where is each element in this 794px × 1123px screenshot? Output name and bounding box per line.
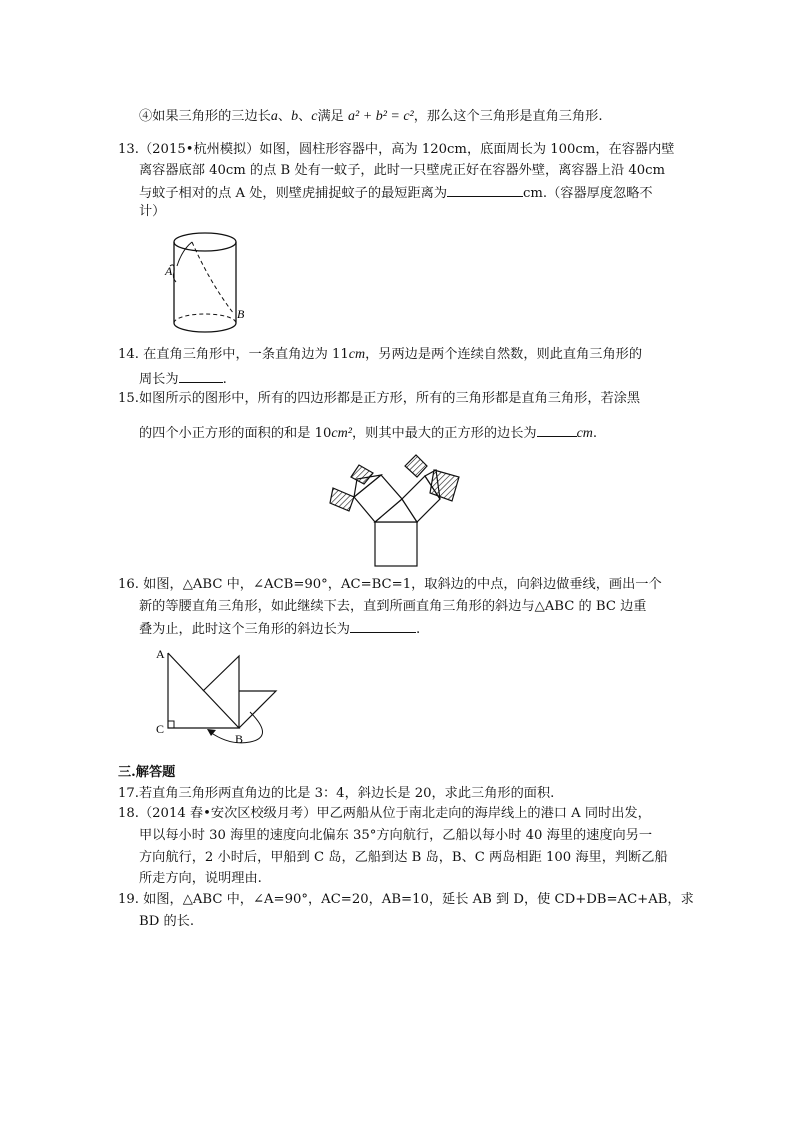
q19-line1: 19. 如图，△ABC 中，∠A=90°，AC=20，AB=10，延长 AB 到 D，使 CD+DB=AC+AB，求	[118, 892, 694, 907]
q19-line2: BD 的长.	[139, 914, 195, 929]
q14-line1: 14. 在直角三角形中，一条直角边为 11cm，另两边是两个连续自然数，则此直角三角形的	[118, 347, 643, 362]
vertex-a-label: A	[156, 647, 165, 661]
q15-line1: 15.如图所示的图形中，所有的四边形都是正方形，所有的三角形都是直角三角形，若涂黑	[118, 391, 641, 406]
vertex-c-label: C	[156, 722, 165, 736]
point-b-label: B	[237, 307, 245, 321]
answer-blank-q15	[537, 424, 577, 437]
point-a-label: A	[165, 264, 173, 278]
q13-line1: 13.（2015•杭州模拟）如图，圆柱形容器中，高为 120cm，底面周长为 100cm，在容器内壁	[118, 142, 675, 157]
pythagoras-tree-figure	[328, 455, 468, 570]
shaded-square-3	[405, 455, 427, 477]
q15-line2: 的四个小正方形的面积的和是 10cm²，则其中最大的正方形的边长为 cm.	[139, 426, 598, 441]
answer-blank-q13	[447, 184, 523, 197]
q18-line1: 18.（2014 春•安次区校级月考）甲乙两船从位于南北走向的海岸线上的港口 A 同时出发，	[118, 806, 651, 821]
q18-line3: 方向航行，2 小时后，甲船到 C 岛，乙船到达 B 岛，B、C 两岛相距 100 海里，判断乙船	[139, 850, 668, 865]
section-title: 三.解答题	[118, 765, 176, 780]
q16-line3: 叠为止，此时这个三角形的斜边长为 .	[139, 622, 421, 637]
shaded-square-1	[330, 488, 354, 511]
q13-line4: 计）	[139, 204, 166, 219]
q13-line2: 离容器底部 40cm 的点 B 处有一蚊子，此时一只壁虎正好在容器外壁，离容器上沿 40cm	[139, 163, 665, 178]
vertex-b-label: B	[235, 732, 244, 746]
q18-line2: 甲以每小时 30 海里的速度向北偏东 35°方向航行，乙船以每小时 40 海里的速度向另一	[139, 828, 653, 843]
answer-blank-q14	[179, 370, 223, 383]
q18-line4: 所走方向，说明理由.	[139, 871, 262, 886]
statement-4: ④如果三角形的三边长a、b、c满足 a² + b² = c²，那么这个三角形是直角三角形.	[139, 109, 603, 124]
q14-line2: 周长为 .	[139, 372, 227, 387]
pythagoras-equation: a² + b² = c²	[348, 109, 414, 124]
answer-blank-q16	[350, 620, 416, 633]
q13-line3: 与蚊子相对的点 A 处，则壁虎捕捉蚊子的最短距离为 cm.（容器厚度忽略不	[139, 186, 653, 201]
q17-line1: 17.若直角三角形两直角边的比是 3：4，斜边长是 20，求此三角形的面积.	[118, 786, 555, 801]
isosceles-triangles-figure	[150, 642, 285, 752]
q16-line1: 16. 如图，△ABC 中，∠ACB=90°，AC=BC=1，取斜边的中点，向斜边做垂线，画出一个	[118, 577, 662, 592]
q16-line2: 新的等腰直角三角形，如此继续下去，直到所画直角三角形的斜边与△ABC 的 BC 边重	[139, 599, 647, 614]
cylinder-figure	[160, 228, 250, 343]
